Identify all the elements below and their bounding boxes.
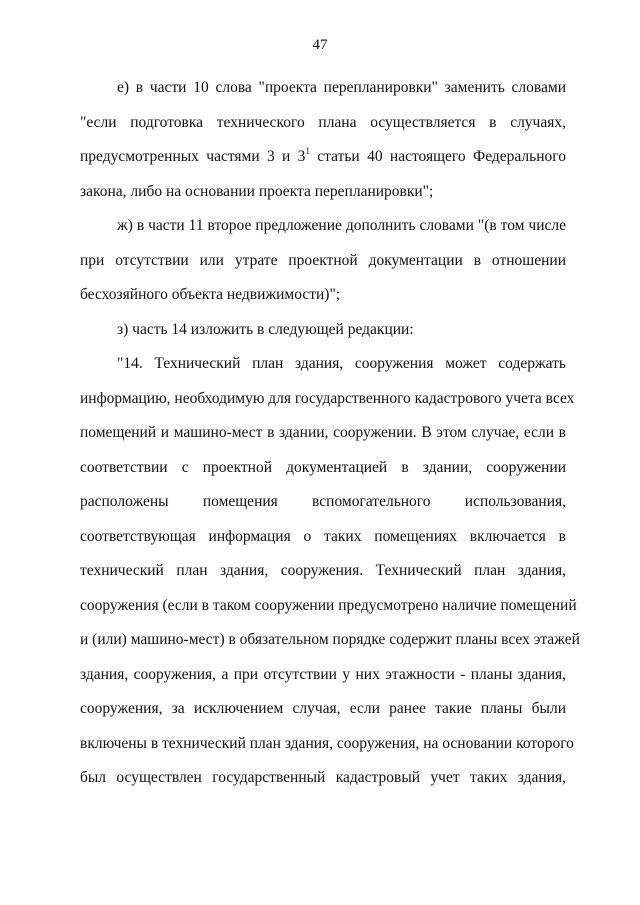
text-line (80, 71, 566, 106)
text-line-content: ж) в части 11 второе предложение дополнить словами "(в том числе (117, 217, 566, 234)
text-line (80, 140, 566, 175)
text-line-content: информацию, необходимую для государственного кадастрового учета всех (80, 389, 575, 407)
text-line-content: технический план здания, сооружения. Технический план здания, (80, 562, 566, 579)
text-line-content: здания, сооружения, а при отсутствии у них этажности - планы здания, (80, 665, 566, 683)
text-line-content: включены в технический план здания, сооружения, на основании которого (80, 734, 574, 752)
text-line-continuation: статьи 40 настоящего Федерального (309, 148, 566, 165)
text-line (80, 727, 574, 762)
text-line-content: бесхозяйного объекта недвижимости)"; (80, 286, 341, 303)
text-line-content: закона, либо на основании проекта перепланировки"; (80, 182, 434, 200)
text-line (80, 209, 566, 244)
text-line (80, 244, 566, 279)
text-line (80, 175, 566, 210)
document-body (80, 71, 580, 796)
text-line-content: был осуществлен государственный кадастровый учет таких здания, (80, 769, 566, 786)
text-line (80, 416, 566, 451)
text-line-content: сооружения, за исключением случая, если ранее такие планы были (80, 700, 566, 717)
text-line (80, 554, 566, 589)
text-line (80, 692, 566, 727)
text-line-content: е) в части 10 слова "проекта перепланировки" заменить словами (117, 79, 566, 96)
text-line (80, 382, 575, 417)
page-number: 47 (312, 37, 328, 53)
superscript: 1 (305, 146, 310, 156)
text-line (80, 589, 577, 624)
text-line (80, 623, 580, 658)
text-line-content: соответствии с проектной документацией в здании, сооружении (80, 458, 566, 476)
text-line (80, 451, 566, 486)
text-line-content: з) часть 14 изложить в следующей редакции: (117, 320, 414, 338)
text-line-content: сооружения (если в таком сооружении предусмотрено наличие помещений (80, 596, 577, 614)
text-line (80, 485, 566, 520)
text-line-content: соответствующая информация о таких помещениях включается в (80, 527, 566, 545)
text-line (80, 313, 566, 348)
text-line (80, 761, 566, 796)
text-line (80, 278, 566, 313)
text-line (80, 658, 566, 693)
text-line-content: расположены помещения вспомогательного использования, (80, 493, 566, 510)
text-line-content: при отсутствии или утрате проектной документации в отношении (80, 251, 566, 269)
text-line-content: "14. Технический план здания, сооружения может содержать (117, 355, 566, 372)
text-line (80, 106, 566, 141)
text-line-content: "если подготовка технического плана осуществляется в случаях, (80, 113, 566, 131)
text-line-content: предусмотренных частями 3 и 3 (80, 148, 306, 165)
text-line-content: помещений и машино-мест в здании, сооружении. В этом случае, если в (80, 424, 566, 441)
text-line (80, 520, 566, 555)
text-line-content: и (или) машино-мест) в обязательном порядке содержит планы всех этажей (80, 631, 580, 648)
text-line (80, 347, 566, 382)
